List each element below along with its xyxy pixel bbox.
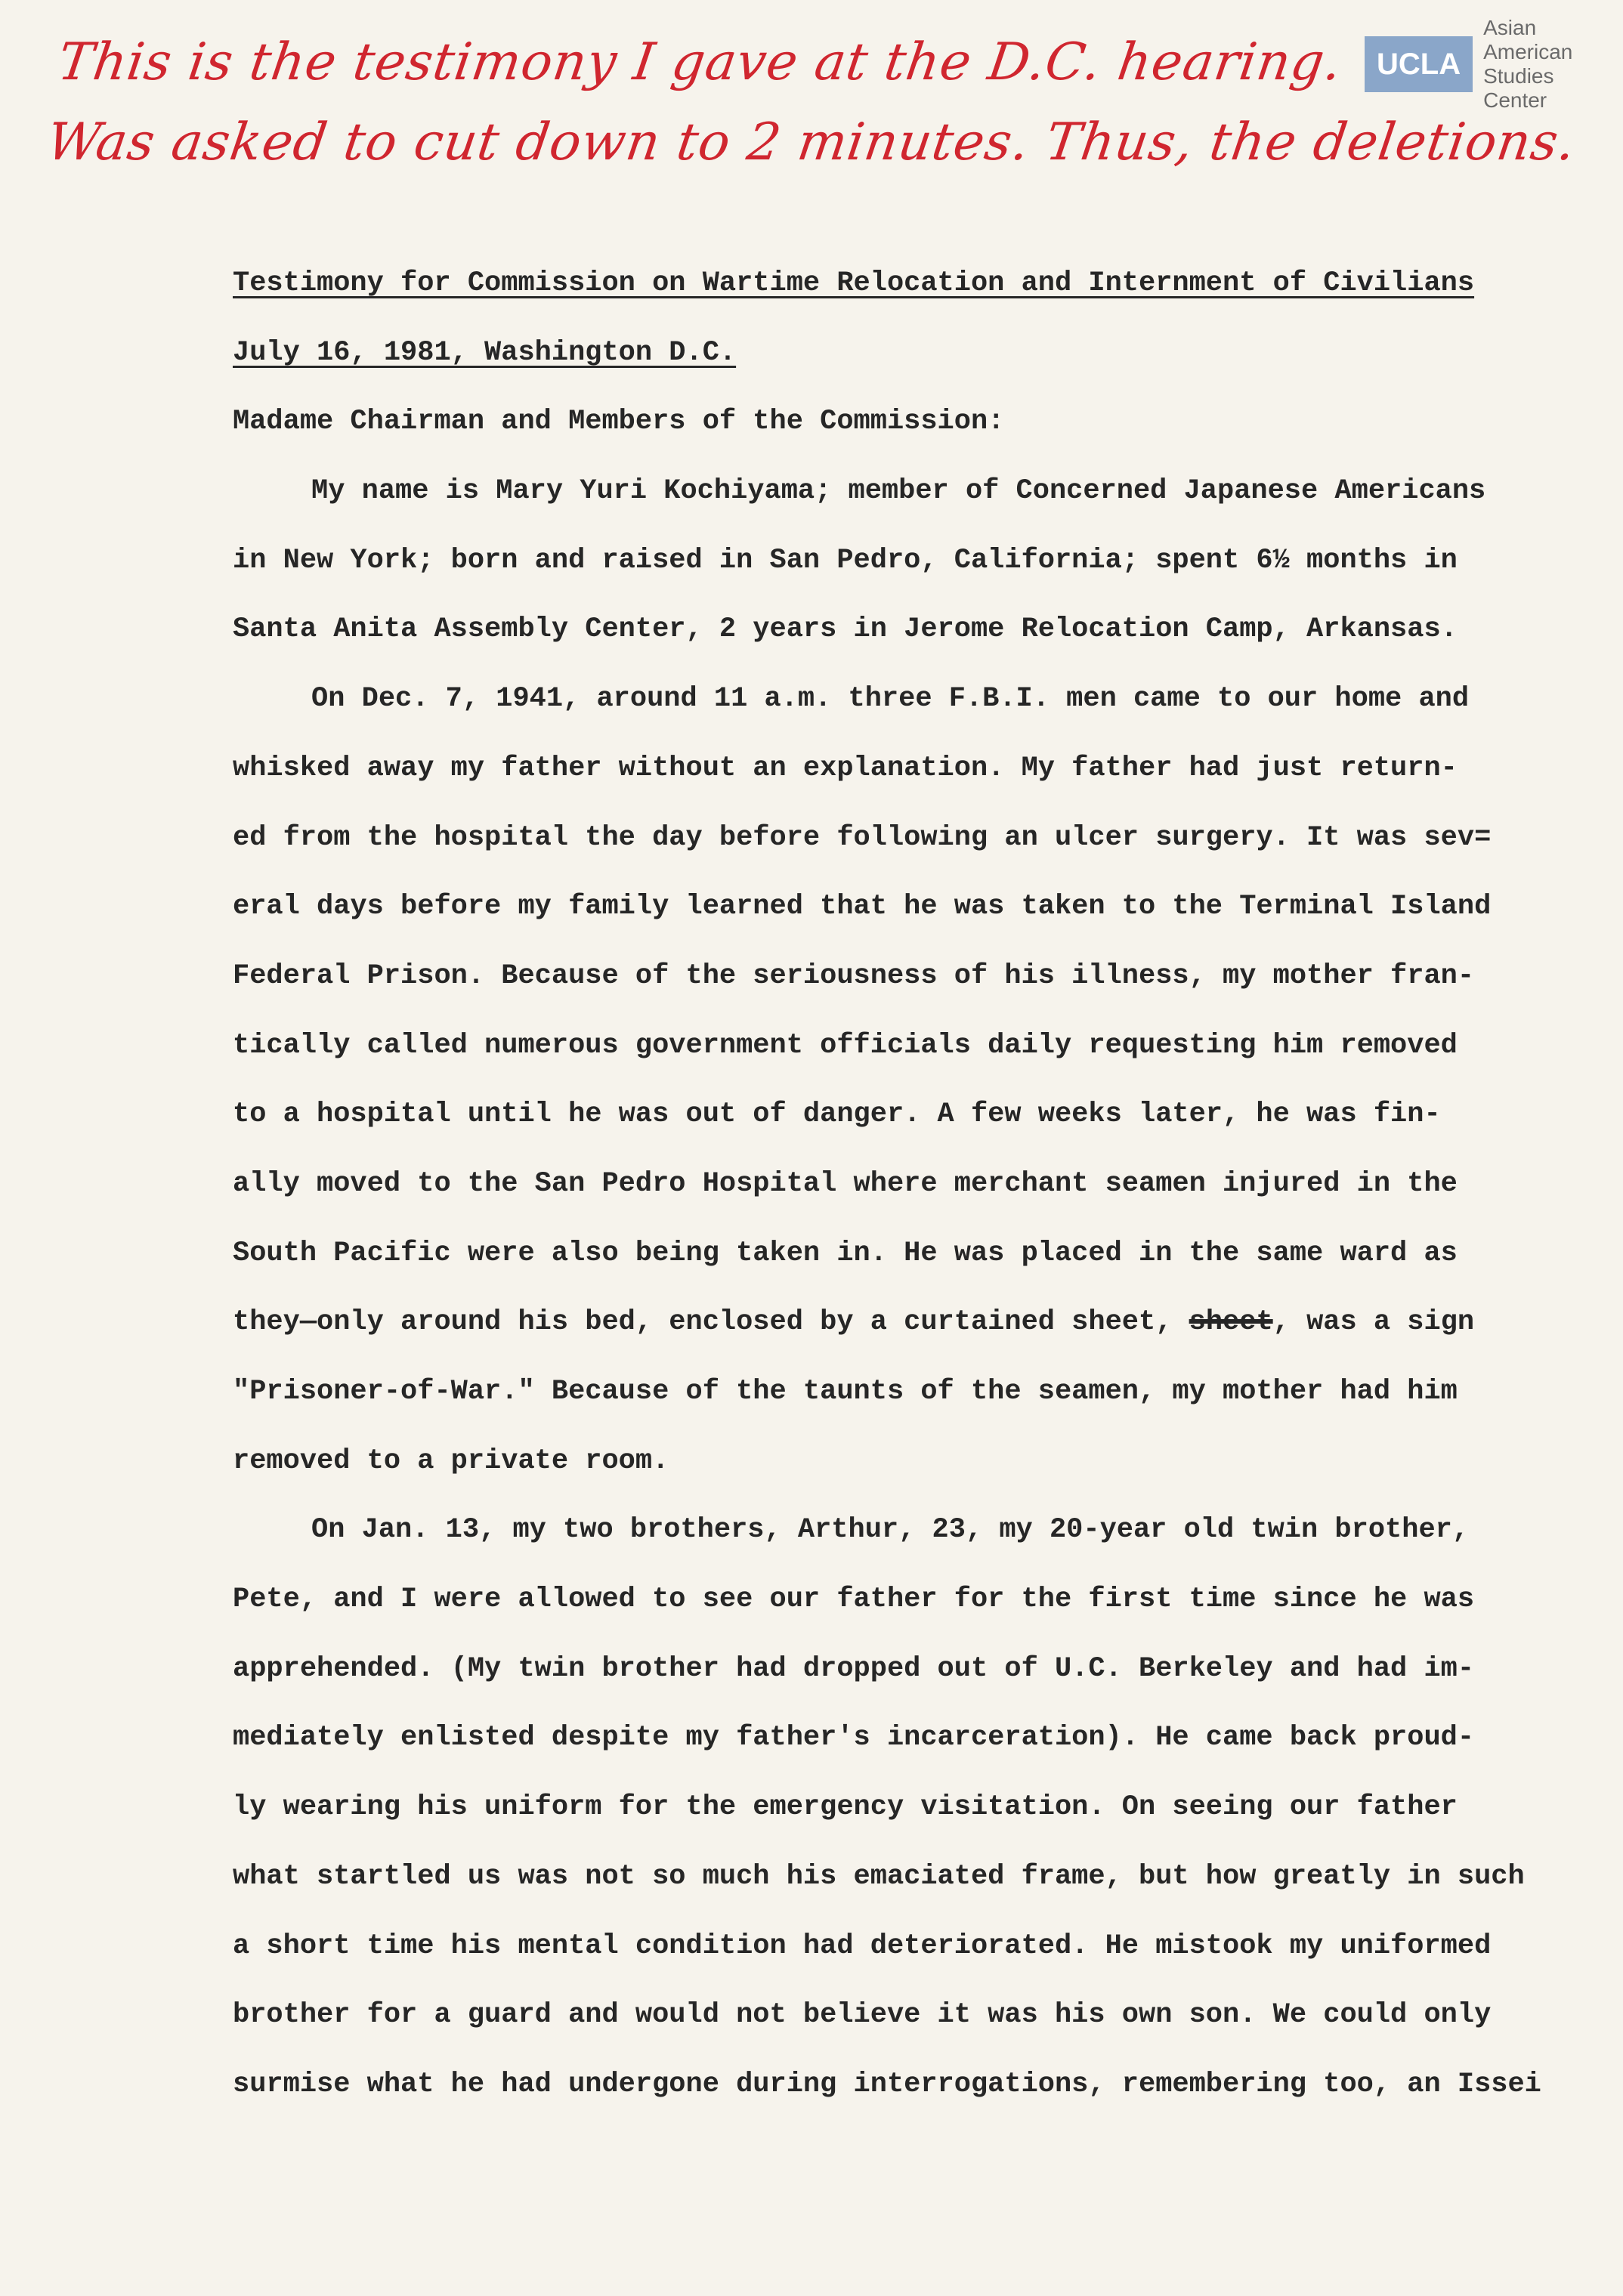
body-line: a short time his mental condition had deteriorated. He mistook my uniformed xyxy=(233,1930,1492,1962)
salutation: Madame Chairman and Members of the Commission: xyxy=(233,406,1005,438)
body-line: what startled us was not so much his emaciated frame, but how greatly in such xyxy=(233,1860,1525,1893)
body-line: Santa Anita Assembly Center, 2 years in Jerome Relocation Camp, Arkansas. xyxy=(233,613,1458,646)
logo-text xyxy=(1483,16,1623,113)
body-line: On Dec. 7, 1941, around 11 a.m. three F.B.I. men came to our home and xyxy=(311,683,1470,715)
body-line-with-strike xyxy=(233,1288,1475,1358)
body-line: My name is Mary Yuri Kochiyama; member of Concerned Japanese Americans xyxy=(311,475,1486,508)
body-line-text: they—only around his bed, enclosed by a curtained sheet, xyxy=(233,1306,1173,1339)
document-title: Testimony for Commission on Wartime Relocation and Internment of Civilians xyxy=(233,267,1475,299)
body-line: ly wearing his uniform for the emergency visitation. On seeing our father xyxy=(233,1791,1458,1824)
body-line: Pete, and I were allowed to see our father for the first time since he was xyxy=(233,1584,1475,1616)
body-line: "Prisoner-of-War." Because of the taunts of the seamen, my mother had him xyxy=(233,1376,1458,1408)
body-line: On Jan. 13, my two brothers, Arthur, 23, my 20-year old twin brother, xyxy=(311,1514,1470,1547)
body-line: to a hospital until he was out of danger. A few weeks later, he was fin- xyxy=(233,1099,1441,1131)
body-line: apprehended. (My twin brother had dropped out of U.C. Berkeley and had im- xyxy=(233,1652,1475,1685)
body-line: in New York; born and raised in San Pedro, California; spent 6½ months in xyxy=(233,544,1458,576)
logo-line-1: Asian American xyxy=(1483,16,1573,63)
logo-line-2: Studies Center xyxy=(1483,64,1554,112)
logo-badge: UCLA xyxy=(1365,36,1473,92)
struck-word: sheet xyxy=(1189,1306,1273,1339)
body-line: South Pacific were also being taken in. He was placed in the same ward as xyxy=(233,1237,1458,1269)
body-line: Federal Prison. Because of the seriousness of his illness, my mother fran- xyxy=(233,959,1475,992)
body-line: surmise what he had undergone during interrogations, remembering too, an Issei xyxy=(233,2068,1541,2100)
handwritten-line-2: Was asked to cut down to 2 minutes. Thus, the deletions. xyxy=(43,113,1580,172)
body-line: ally moved to the San Pedro Hospital where merchant seamen injured in the xyxy=(233,1167,1458,1200)
ucla-logo xyxy=(1365,16,1623,112)
body-line: ed from the hospital the day before following an ulcer surgery. It was sev= xyxy=(233,821,1492,854)
document-date: July 16, 1981, Washington D.C. xyxy=(233,336,737,369)
body-line: tically called numerous government officials daily requesting him removed xyxy=(233,1029,1458,1061)
body-line: brother for a guard and would not believe it was his own son. We could only xyxy=(233,1999,1492,2032)
body-line: whisked away my father without an explanation. My father had just return- xyxy=(233,752,1458,784)
typed-testimony xyxy=(233,249,1541,2120)
body-line-tail: , was a sign xyxy=(1272,1306,1475,1339)
handwritten-line-1: This is the testimony I gave at the D.C. hearing. xyxy=(54,32,1346,92)
body-line: mediately enlisted despite my father's incarceration). He came back proud- xyxy=(233,1722,1475,1754)
body-line: removed to a private room. xyxy=(233,1445,669,1477)
body-line: eral days before my family learned that he was taken to the Terminal Island xyxy=(233,891,1492,923)
